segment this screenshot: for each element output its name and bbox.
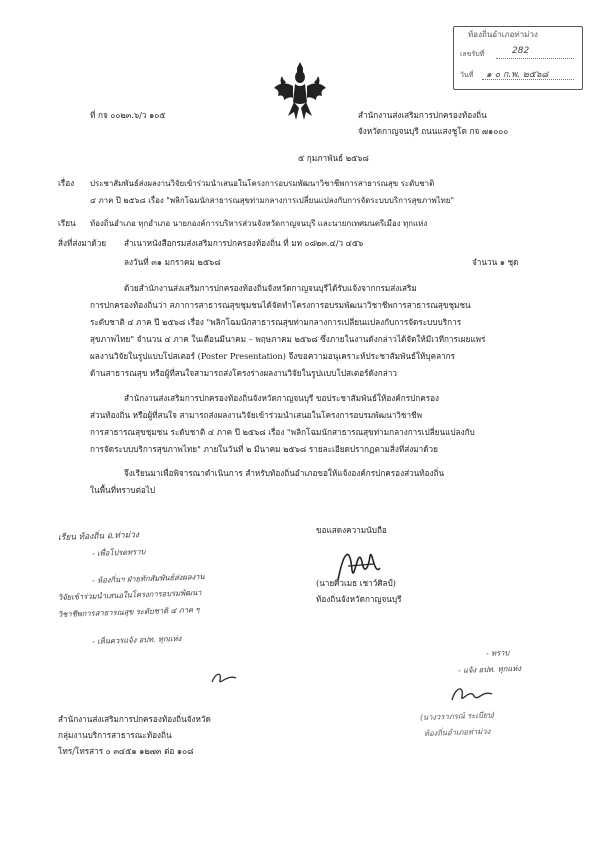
received-stamp xyxy=(453,26,583,90)
initials-mark xyxy=(208,670,240,688)
body-para2-line: การสาธารณสุขชุมชน ระดับชาติ ๔ ภาค ปี ๒๕๖๘ เรื่อง "พลิกโฉมนักสาธารณสุขท่ามกลางการเปลี่ยนแปลงกับ xyxy=(90,427,475,437)
body-para1-line: ผลงานวิจัยในรูปแบบโปสเตอร์ (Poster Presentation) จึงขอความอนุเคราะห์ประชาสัมพันธ์ให้บุคลากร xyxy=(90,351,456,361)
enclosure-text: สำเนาหนังสือกรมส่งเสริมการปกครองท้องถิ่น ที่ มท ๐๘๒๓.๔/ว ๔๕๖ xyxy=(124,238,364,248)
handwritten-note: (นางวราภรณ์ ระเบียบ) xyxy=(419,710,496,722)
body-para2-line: ส่วนท้องถิ่น หรือผู้ที่สนใจ สามารถส่งผลงานวิจัยเข้าร่วมนำเสนอในโครงการอบรมพัฒนาวิชาชีพ xyxy=(90,410,423,420)
enclosure-quantity: จำนวน ๑ ชุด xyxy=(472,257,519,267)
enclosure-label: สิ่งที่ส่งมาด้วย xyxy=(58,238,107,248)
stamp-date-value: ๑ ๐ ก.พ. ๒๕๖๘ xyxy=(486,70,549,80)
signer-name: (นายศิวเมธ เชาว์ศิลป์) xyxy=(316,578,396,588)
body-para1-line: ระดับชาติ ๔ ภาค ปี ๒๕๖๘ เรื่อง "พลิกโฉมนักสาธารณสุขท่ามกลางการเปลี่ยนแปลงกับการจัดระบบบริการ xyxy=(90,317,462,327)
office-address: จังหวัดกาญจนบุรี ถนนแสงชูโต กจ ๗๑๐๐๐ xyxy=(358,126,509,136)
body-para3-line: ในพื้นที่ทราบต่อไป xyxy=(90,485,156,495)
body-para1-line: ด้วยสำนักงานส่งเสริมการปกครองท้องถิ่นจังหวัดกาญจนบุรีได้รับแจ้งจากกรมส่งเสริม xyxy=(124,283,417,293)
stamp-title: ท้องถิ่นอำเภอท่าม่วง xyxy=(468,30,538,39)
handwritten-note: - เห็นควรแจ้ง อปท. ทุกแห่ง xyxy=(91,633,182,646)
enclosure-date: ลงวันที่ ๓๑ มกราคม ๒๕๖๘ xyxy=(124,257,221,267)
document-date: ๕ กุมภาพันธ์ ๒๕๖๘ xyxy=(298,153,369,163)
stamp-received-label: เลขรับที่ xyxy=(460,50,485,58)
handwritten-note: - เพื่อโปรดทราบ xyxy=(91,547,146,558)
stamp-received-number: 282 xyxy=(512,46,530,56)
footer-phone: โทร/โทรสาร ๐ ๓๔๕๑ ๑๒๗๓ ต่อ ๑๐๘ xyxy=(58,746,194,756)
body-para1-line: การปกครองท้องถิ่นว่า สภาการสาธารณสุขชุมชนได้จัดทำโครงการอบรมพัฒนาวิชาชีพการสาธารณสุขชุมชน xyxy=(90,300,471,310)
body-para2-line: สำนักงานส่งเสริมการปกครองท้องถิ่นจังหวัดกาญจนบุรี ขอประชาสัมพันธ์ให้องค์กรปกครอง xyxy=(124,393,440,403)
subject-line-1: ประชาสัมพันธ์ส่งผลงานวิจัยเข้าร่วมนำเสนอในโครงการอบรมพัฒนาวิชาชีพการสาธารณสุข ระดับชาติ xyxy=(90,179,435,188)
handwritten-note: วิชาชีพการสาธารณสุข ระดับชาติ ๔ ภาค ๆ xyxy=(57,605,200,619)
handwritten-note: - ห้องกิ่นฯ ฝ่ายทักสัมพันธ์ส่งผลงาน xyxy=(91,572,205,585)
handwritten-note: - ทราบ xyxy=(485,648,510,658)
handwritten-note: - แจ้ง อปท. ทุกแห่ง xyxy=(457,663,522,675)
recipient-label: เรียน xyxy=(58,218,76,228)
handwritten-note: ท้องถิ่นอำเภอท่าม่วง xyxy=(423,726,491,738)
subject-label: เรื่อง xyxy=(58,178,75,188)
garuda-emblem xyxy=(272,58,328,124)
recipient-text: ท้องถิ่นอำเภอ ทุกอำเภอ นายกองค์การบริหารส่วนจังหวัดกาญจนบุรี และนายกเทศมนตรีเมือง ทุกแห่ง xyxy=(90,219,428,228)
handwritten-note: วิจัยเข้าร่วมนำเสนอในโครงการอบรมพัฒนา xyxy=(57,587,202,602)
body-para3-line: จึงเรียนมาเพื่อพิจารณาดำเนินการ สำหรับท้องถิ่นอำเภอขอให้แจ้งองค์กรปกครองส่วนท้องถิ่น xyxy=(124,468,445,478)
closing-regards: ขอแสดงความนับถือ xyxy=(316,525,387,535)
handwritten-note: เรียน ท้องถิ่น อ.ท่าม่วง xyxy=(57,529,140,542)
signer-title: ท้องถิ่นจังหวัดกาญจนบุรี xyxy=(316,594,402,604)
stamp-date-label: วันที่ xyxy=(460,71,474,79)
reference-number: ที่ กจ ๐๐๒๓.๖/ว ๑๐๕ xyxy=(90,110,166,120)
body-para1-line: ด้านสาธารณสุข หรือผู้ที่สนใจสามารถส่งโครงร่างผลงานวิจัยในรูปแบบโปสเตอร์ดังกล่าว xyxy=(90,368,397,378)
subject-line-2: ๔ ภาค ปี ๒๕๖๘ เรื่อง "พลิกโฉมนักสาธารณสุขท่ามกลางการเปลี่ยนแปลงกับการจัดระบบบริการสุขภาพไทย" xyxy=(90,196,455,205)
office-name: สำนักงานส่งเสริมการปกครองท้องถิ่น xyxy=(358,110,487,120)
body-para2-line: การจัดระบบบริการสุขภาพไทย" ภายในวันที่ ๒ มีนาคม ๒๕๖๘ รายละเอียดปรากฏตามสิ่งที่ส่งมาด้วย xyxy=(90,444,438,454)
body-para1-line: สุขภาพไทย" จำนวน ๔ ภาค ในเดือนมีนาคม – พฤษภาคม ๒๕๖๘ ซึ่งภายในงานดังกล่าวได้จัดให้มีเวทีการเผยแพร่ xyxy=(90,334,486,344)
footer-division: กลุ่มงานบริการสาธารณะท้องถิ่น xyxy=(58,730,172,740)
local-officer-signature xyxy=(448,682,496,708)
footer-office: สำนักงานส่งเสริมการปกครองท้องถิ่นจังหวัด xyxy=(58,714,211,724)
